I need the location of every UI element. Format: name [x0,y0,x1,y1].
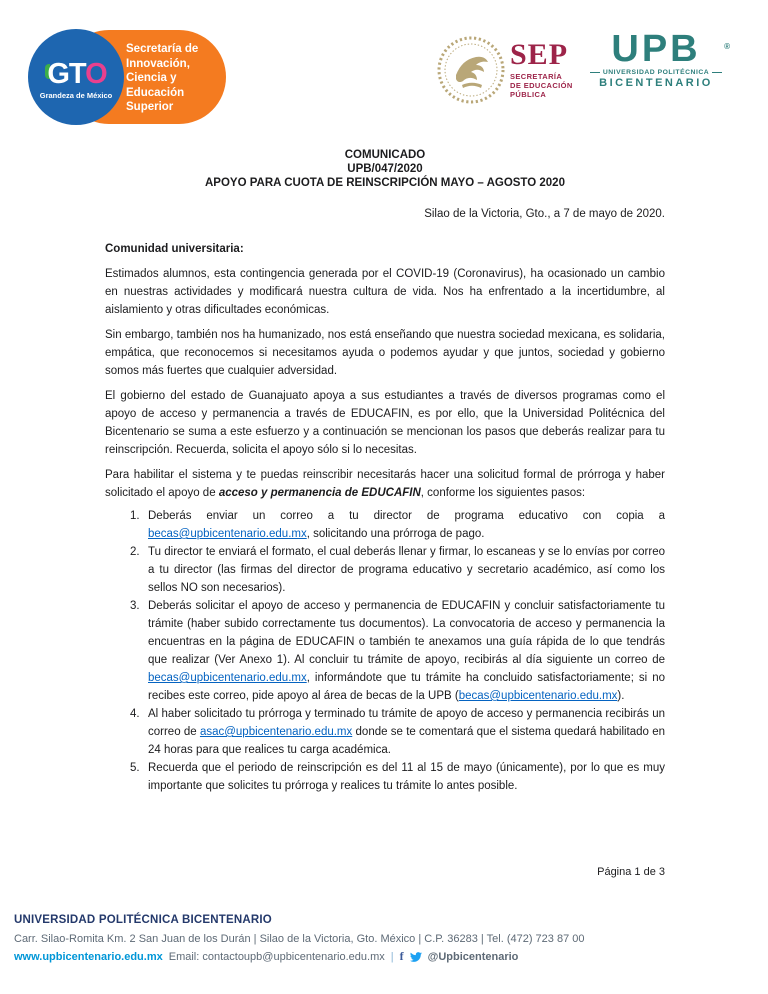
paragraph-4-pre: Para habilitar el sistema y te puedas reinscribir necesitarás hacer una solicitud formal de prórroga y haber solicitado el apoyo de [105,469,665,499]
paragraph-2: Sin embargo, también nos ha humanizado, nos está enseñando que nuestra sociedad mexicana, es solidaria, empática, que reconocemos si necesitamos ayuda o podemos ayudar y que juntos, sociedad y gobierno somos más fuertes que cualquier adversidad. [105,329,665,377]
step-1-text: Deberás enviar un correo a tu director de programa educativo con copia a [148,510,665,522]
sep-text-block [510,38,573,99]
paragraph-4-emphasis: acceso y permanencia de EDUCAFIN [218,487,421,499]
sep-name-line1: SECRETARÍA [510,72,563,81]
paragraph-3: El gobierno del estado de Guanajuato apoya a sus estudiantes a través de diversos programas como el apoyo de acceso y permanencia a través de EDUCAFIN, es por ello, que la Universidad Politécnica del Bicentenario se suma a este esfuerzo y a continuación se mencionan los pasos que deberás realizar para tu reinscripción. Recuerda, solicita el apoyo sólo si lo necesitas. [105,390,665,456]
gto-guanajuato-logo [28,29,226,125]
footer-email[interactable]: Email: contactoupb@upbicentenario.edu.mx [168,950,385,963]
step-4-text: Al haber solicitado tu prórroga y terminado tu trámite de apoyo de acceso y permanencia recibirás un correo de [148,708,665,738]
paragraph-4 [105,466,665,502]
sep-name-line3: PÚBLICA [510,90,547,99]
page-indicator: Página 1 de 3 [597,866,665,878]
step-number: 5. [130,762,140,774]
email-link-becas[interactable]: becas@upbicentenario.edu.mx [458,690,618,702]
gto-acronym [45,60,106,89]
title-comunicado: COMUNICADO [344,149,426,161]
salutation: Comunidad universitaria: [105,243,244,255]
step-1-text-end: , solicitando una prórroga de pago. [306,528,485,540]
footer-website-link[interactable]: www.upbicentenario.edu.mx [14,950,163,963]
gto-tagline: Grandeza de México [39,91,113,100]
email-link-becas[interactable]: becas@upbicentenario.edu.mx [148,528,307,540]
step-number: 4. [130,708,140,720]
upb-registered-mark: ® [724,42,730,51]
upb-acronym [590,28,730,70]
email-link-becas[interactable]: becas@upbicentenario.edu.mx [148,672,307,684]
upb-logo [590,28,730,104]
step-item-3 [130,597,665,705]
title-folio: UPB/047/2020 [347,163,423,175]
upb-rule-right [712,72,722,73]
upb-acronym-text: UPB [611,28,701,70]
step-2-text: Tu director te enviará el formato, el cual deberás llenar y firmar, lo escaneas y se lo envías por correo a tu director (las firmas del director de programa educativo y secretario académico, así como los sellos NO son necesarios). [148,546,665,594]
step-number: 3. [130,600,140,612]
upb-bicentenario-label: BICENTENARIO [599,77,713,89]
sep-logo [436,32,578,108]
email-link-asac[interactable]: asac@upbicentenario.edu.mx [199,726,353,738]
upb-rule-left [590,72,600,73]
twitter-icon[interactable] [410,951,422,963]
footer-social-handle[interactable]: @Upbicentenario [427,950,519,963]
step-5-text: Recuerda que el periodo de reinscripción es del 11 al 15 de mayo (únicamente), por lo que es muy importante que solicites tu prórroga y realices tu trámite lo antes posible. [148,762,665,792]
paragraph-4-post: , conforme los siguientes pasos: [420,487,586,499]
sep-name [510,72,573,99]
step-4-text-end: donde se te comentará que el sistema quedará habilitado en 24 horas para que realices tu carga académica. [148,726,665,756]
gto-circle [28,29,124,125]
sep-name-line2: DE EDUCACIÓN [510,81,573,90]
step-number: 1. [130,510,140,522]
gto-secretariat-label: Secretaría de Innovación, Ciencia y Educación Superior [126,43,199,113]
document-title-block [105,148,665,190]
footer-address-line: Carr. Silao-Romita Km. 2 San Juan de los Durán | Silao de la Victoria, Gto. México | C.P. 36283 | Tel. (472) 723 87 00 [14,933,585,945]
upb-university-line [590,69,722,76]
gto-letter-o: O [85,58,107,90]
footer-separator: | [390,950,394,963]
step-item-5 [130,759,665,795]
header-logo-bar [0,0,768,135]
gto-letter-t: T [68,58,86,90]
step-3-text-end: ). [617,690,625,702]
title-subject: APOYO PARA CUOTA DE REINSCRIPCIÓN MAYO – AGOSTO 2020 [205,177,565,189]
step-3-text: Deberás solicitar el apoyo de acceso y permanencia de EDUCAFIN y concluir satisfactoriamente tu trámite (haber subido correctamente tus documentos). La convocatoria de acceso y permanencia la encuentras en la página de EDUCAFIN o también te anexamos una guía rápida de lo que tendrás que realizar (Ver Anexo 1). Al concluir tu trámite de apoyo, recibirás al día siguiente un correo de [148,600,665,666]
gto-letter-g: G [47,58,69,90]
step-item-2 [130,543,665,597]
upb-university-label: UNIVERSIDAD POLITÉCNICA [602,69,710,76]
steps-list [105,507,665,795]
sep-eagle-seal-icon [436,35,506,105]
step-3-text-mid: , informándote que tu trámite ha concluido satisfactoriamente; si no recibes este correo, pide apoyo al área de becas de la UPB ( [148,672,665,702]
dateline: Silao de la Victoria, Gto., a 7 de mayo de 2020. [424,208,665,220]
sep-acronym: SEP [510,38,569,71]
paragraph-1: Estimados alumnos, esta contingencia generada por el COVID-19 (Coronavirus), ha ocasionado un cambio en nuestras actividades y modificará nuestra cultura de vida. Nos ha enfrentado a la incertidumbre, al aislamiento y otras dificultades económicas. [105,268,665,316]
footer [14,914,759,964]
step-item-4 [130,705,665,759]
footer-university-name: UNIVERSIDAD POLITÉCNICA BICENTENARIO [14,914,272,926]
document-body [105,148,665,795]
footer-contact-line [14,949,759,964]
facebook-icon[interactable]: f [399,949,404,963]
step-item-1 [130,507,665,543]
step-number: 2. [130,546,140,558]
